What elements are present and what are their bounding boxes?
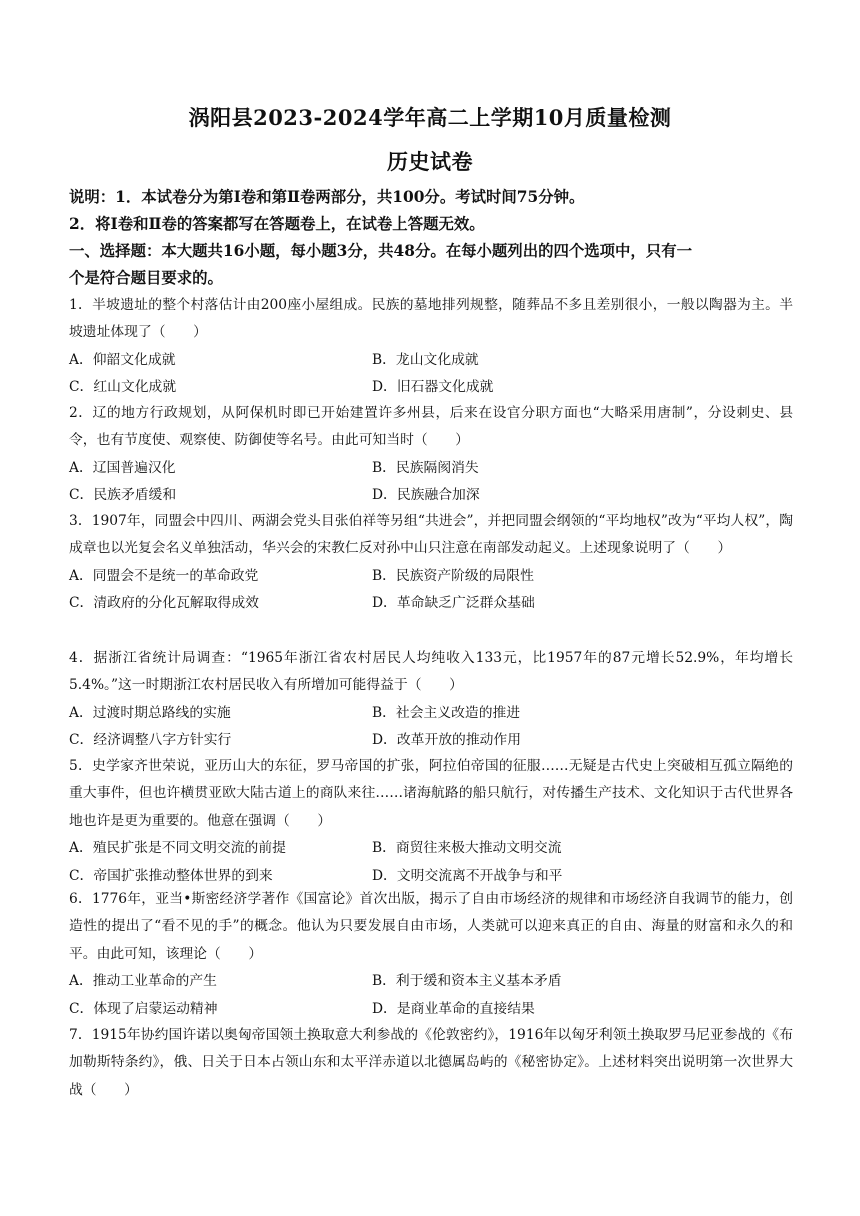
option-b[interactable]: B．民族隔阂消失 xyxy=(372,459,479,476)
section-heading-line-2: 个是符合题目要求的。 xyxy=(69,269,223,287)
option-d[interactable]: D．文明交流离不开战争与和平 xyxy=(372,867,563,884)
option-c[interactable]: C．民族矛盾缓和 xyxy=(69,487,177,504)
option-c[interactable]: C．帝国扩张推动整体世界的到来 xyxy=(69,867,273,884)
option-a[interactable]: A．推动工业革命的产生 xyxy=(69,973,217,990)
question-5 xyxy=(69,753,793,890)
option-d[interactable]: D．是商业革命的直接结果 xyxy=(372,1000,535,1017)
question-stem: 1．半坡遗址的整个村落估计由200座小屋组成。民族的墓地排列规整，随葬品不多且差别很小，一般以陶器为主。半坡遗址体现了（ ） xyxy=(69,297,793,341)
option-d[interactable]: D．革命缺乏广泛群众基础 xyxy=(372,595,535,612)
option-d[interactable]: D．民族融合加深 xyxy=(372,487,480,504)
option-b[interactable]: B．商贸往来极大推动文明交流 xyxy=(372,840,562,857)
option-d[interactable]: D．改革开放的推动作用 xyxy=(372,732,522,749)
exam-subtitle: 历史试卷 xyxy=(387,149,473,174)
option-a[interactable]: A．殖民扩张是不同文明交流的前提 xyxy=(69,840,286,857)
option-a[interactable]: A．辽国普遍汉化 xyxy=(69,459,176,476)
option-c[interactable]: C．经济调整八字方针实行 xyxy=(69,732,232,749)
question-stem: 4．据浙江省统计局调查：“1965年浙江省农村居民人均纯收入133元，比1957年的87元增长52.9%，年均增长5.4%。”这一时期浙江农村居民收入有所增加可能得益于（ ） xyxy=(69,650,793,694)
exam-title: 涡阳县2023-2024学年高二上学期10月质量检测 xyxy=(188,105,672,130)
question-6 xyxy=(69,886,793,1023)
option-a[interactable]: A．同盟会不是统一的革命政党 xyxy=(69,567,259,584)
instruction-line-2: 2．将Ⅰ卷和Ⅱ卷的答案都写在答题卷上，在试卷上答题无效。 xyxy=(69,215,485,233)
question-stem: 5．史学家齐世荣说，亚历山大的东征，罗马帝国的扩张，阿拉伯帝国的征服……无疑是古代史上突破相互孤立隔绝的重大事件，但也许横贯亚欧大陆古道上的商队来往……诸海航路的船只航行，对传播生产技术、文化知识于古代世界各地也许是更为重要的。他意在强调（ ） xyxy=(69,758,793,829)
option-a[interactable]: A．过渡时期总路线的实施 xyxy=(69,704,231,721)
option-d[interactable]: D．旧石器文化成就 xyxy=(372,379,494,396)
option-c[interactable]: C．红山文化成就 xyxy=(69,379,177,396)
question-4 xyxy=(69,645,793,755)
option-b[interactable]: B．龙山文化成就 xyxy=(372,351,479,368)
question-3 xyxy=(69,508,793,618)
section-heading-line-1: 一、选择题：本大题共16小题，每小题3分，共48分。在每小题列出的四个选项中，只有一 xyxy=(69,242,692,260)
question-7 xyxy=(69,1022,793,1104)
instruction-line-1: 说明：1．本试卷分为第Ⅰ卷和第Ⅱ卷两部分，共100分。考试时间75分钟。 xyxy=(69,188,585,206)
question-2 xyxy=(69,400,793,510)
option-a[interactable]: A．仰韶文化成就 xyxy=(69,351,176,368)
question-stem: 3．1907年，同盟会中四川、两湖会党头目张伯祥等另组“共进会”，并把同盟会纲领的“平均地权”改为“平均人权”，陶成章也以光复会名义单独活动，华兴会的宋教仁反对孙中山只注意在南部发动起义。上述现象说明了（ ） xyxy=(69,513,793,557)
question-stem: 2．辽的地方行政规划，从阿保机时即已开始建置许多州县，后来在设官分职方面也“大略采用唐制”，分设刺史、县令，也有节度使、观察使、防御使等名号。由此可知当时（ ） xyxy=(69,405,793,449)
option-c[interactable]: C．清政府的分化瓦解取得成效 xyxy=(69,595,259,612)
question-stem: 6．1776年，亚当•斯密经济学著作《国富论》首次出版，揭示了自由市场经济的规律和市场经济自我调节的能力，创造性的提出了“看不见的手”的概念。他认为只要发展自由市场，人类就可以迎来真正的自由、海量的财富和永久的和平。由此可知，该理论（ ） xyxy=(69,891,793,962)
option-c[interactable]: C．体现了启蒙运动精神 xyxy=(69,1000,218,1017)
option-b[interactable]: B．民族资产阶级的局限性 xyxy=(372,567,534,584)
option-b[interactable]: B．利于缓和资本主义基本矛盾 xyxy=(372,973,562,990)
option-b[interactable]: B．社会主义改造的推进 xyxy=(372,704,521,721)
question-stem: 7．1915年协约国许诺以奥匈帝国领土换取意大利参战的《伦敦密约》，1916年以匈牙利领土换取罗马尼亚参战的《布加勒斯特条约》，俄、日关于日本占领山东和太平洋赤道以北德属岛屿的《秘密协定》。上述材料突出说明第一次世界大战（ ） xyxy=(69,1027,793,1098)
question-1 xyxy=(69,292,793,402)
